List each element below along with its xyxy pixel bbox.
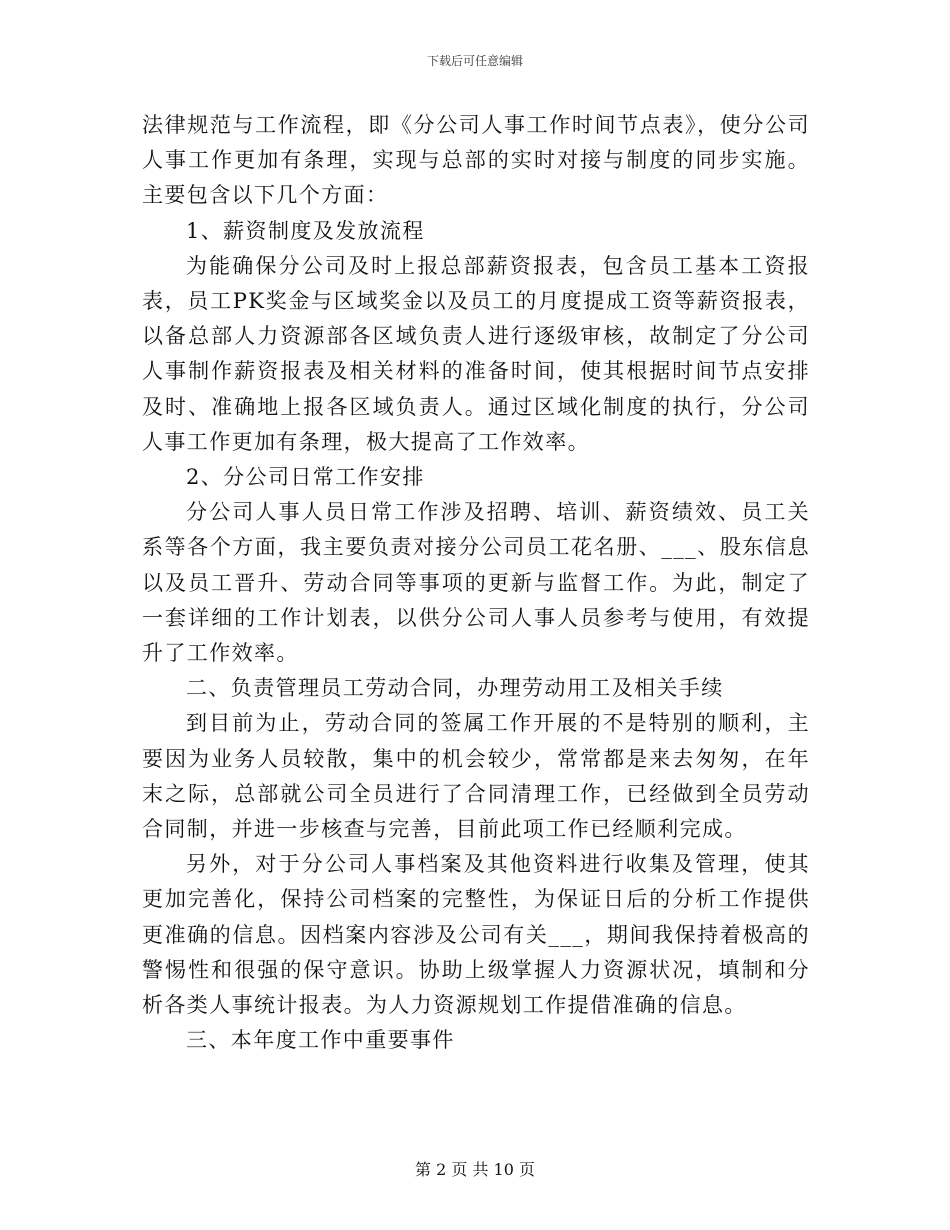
page-number: 第 2 页 共 10 页 (415, 1160, 535, 1179)
heading-daily-work: 2、分公司日常工作安排 (186, 465, 425, 490)
heading-important-events: 三、本年度工作中重要事件 (186, 1028, 455, 1053)
paragraph-salary-system: 为能确保分公司及时上报总部薪资报表，包含员工基本工资报表，员工PK奖金与区域奖金以及员工的月度提成工资等薪资报表，以备总部人力资源部各区域负责人进行逐级审核，故制定了分公司人事制作薪资报表及相关材料的准备时间，使其根据时间节点安排及时、准确地上报各区域负责人。通过区域化制度的执行，分公司人事工作更加有条理，极大提高了工作效率。 (142, 253, 810, 454)
heading-labor-contracts: 二、负责管理员工劳动合同，办理劳动用工及相关手续 (186, 676, 724, 701)
paragraph-daily-work: 分公司人事人员日常工作涉及招聘、培训、薪资绩效、员工关系等各个方面，我主要负责对接分公司员工花名册、___、股东信息以及员工晋升、劳动合同等事项的更新与监督工作。为此，制定了一套详细的工作计划表，以供分公司人事人员参考与使用，有效提升了工作效率。 (142, 500, 810, 666)
paragraph-intro-continued: 法律规范与工作流程，即《分公司人事工作时间节点表》，使分公司人事工作更加有条理，实现与总部的实时对接与制度的同步实施。主要包含以下几个方面： (142, 113, 810, 208)
document-body (142, 108, 810, 1058)
paragraph-labor-contracts: 到目前为止，劳动合同的签属工作开展的不是特别的顺利，主要因为业务人员较散，集中的机会较少，常常都是来去匆匆，在年末之际，总部就公司全员进行了合同清理工作，已经做到全员劳动合同制，并进一步核查与完善，目前此项工作已经顺利完成。 (142, 711, 810, 842)
page-header: 下载后可任意编辑 (426, 54, 523, 68)
paragraph-personnel-files: 另外，对于分公司人事档案及其他资料进行收集及管理，使其更加完善化，保持公司档案的完整性，为保证日后的分析工作提供更准确的信息。因档案内容涉及公司有关___，期间我保持着极高的警惕性和很强的保守意识。协助上级掌握人力资源状况，填制和分析各类人事统计报表。为人力资源规划工作提借准确的信息。 (142, 852, 810, 1018)
heading-salary-system: 1、薪资制度及发放流程 (186, 218, 425, 243)
